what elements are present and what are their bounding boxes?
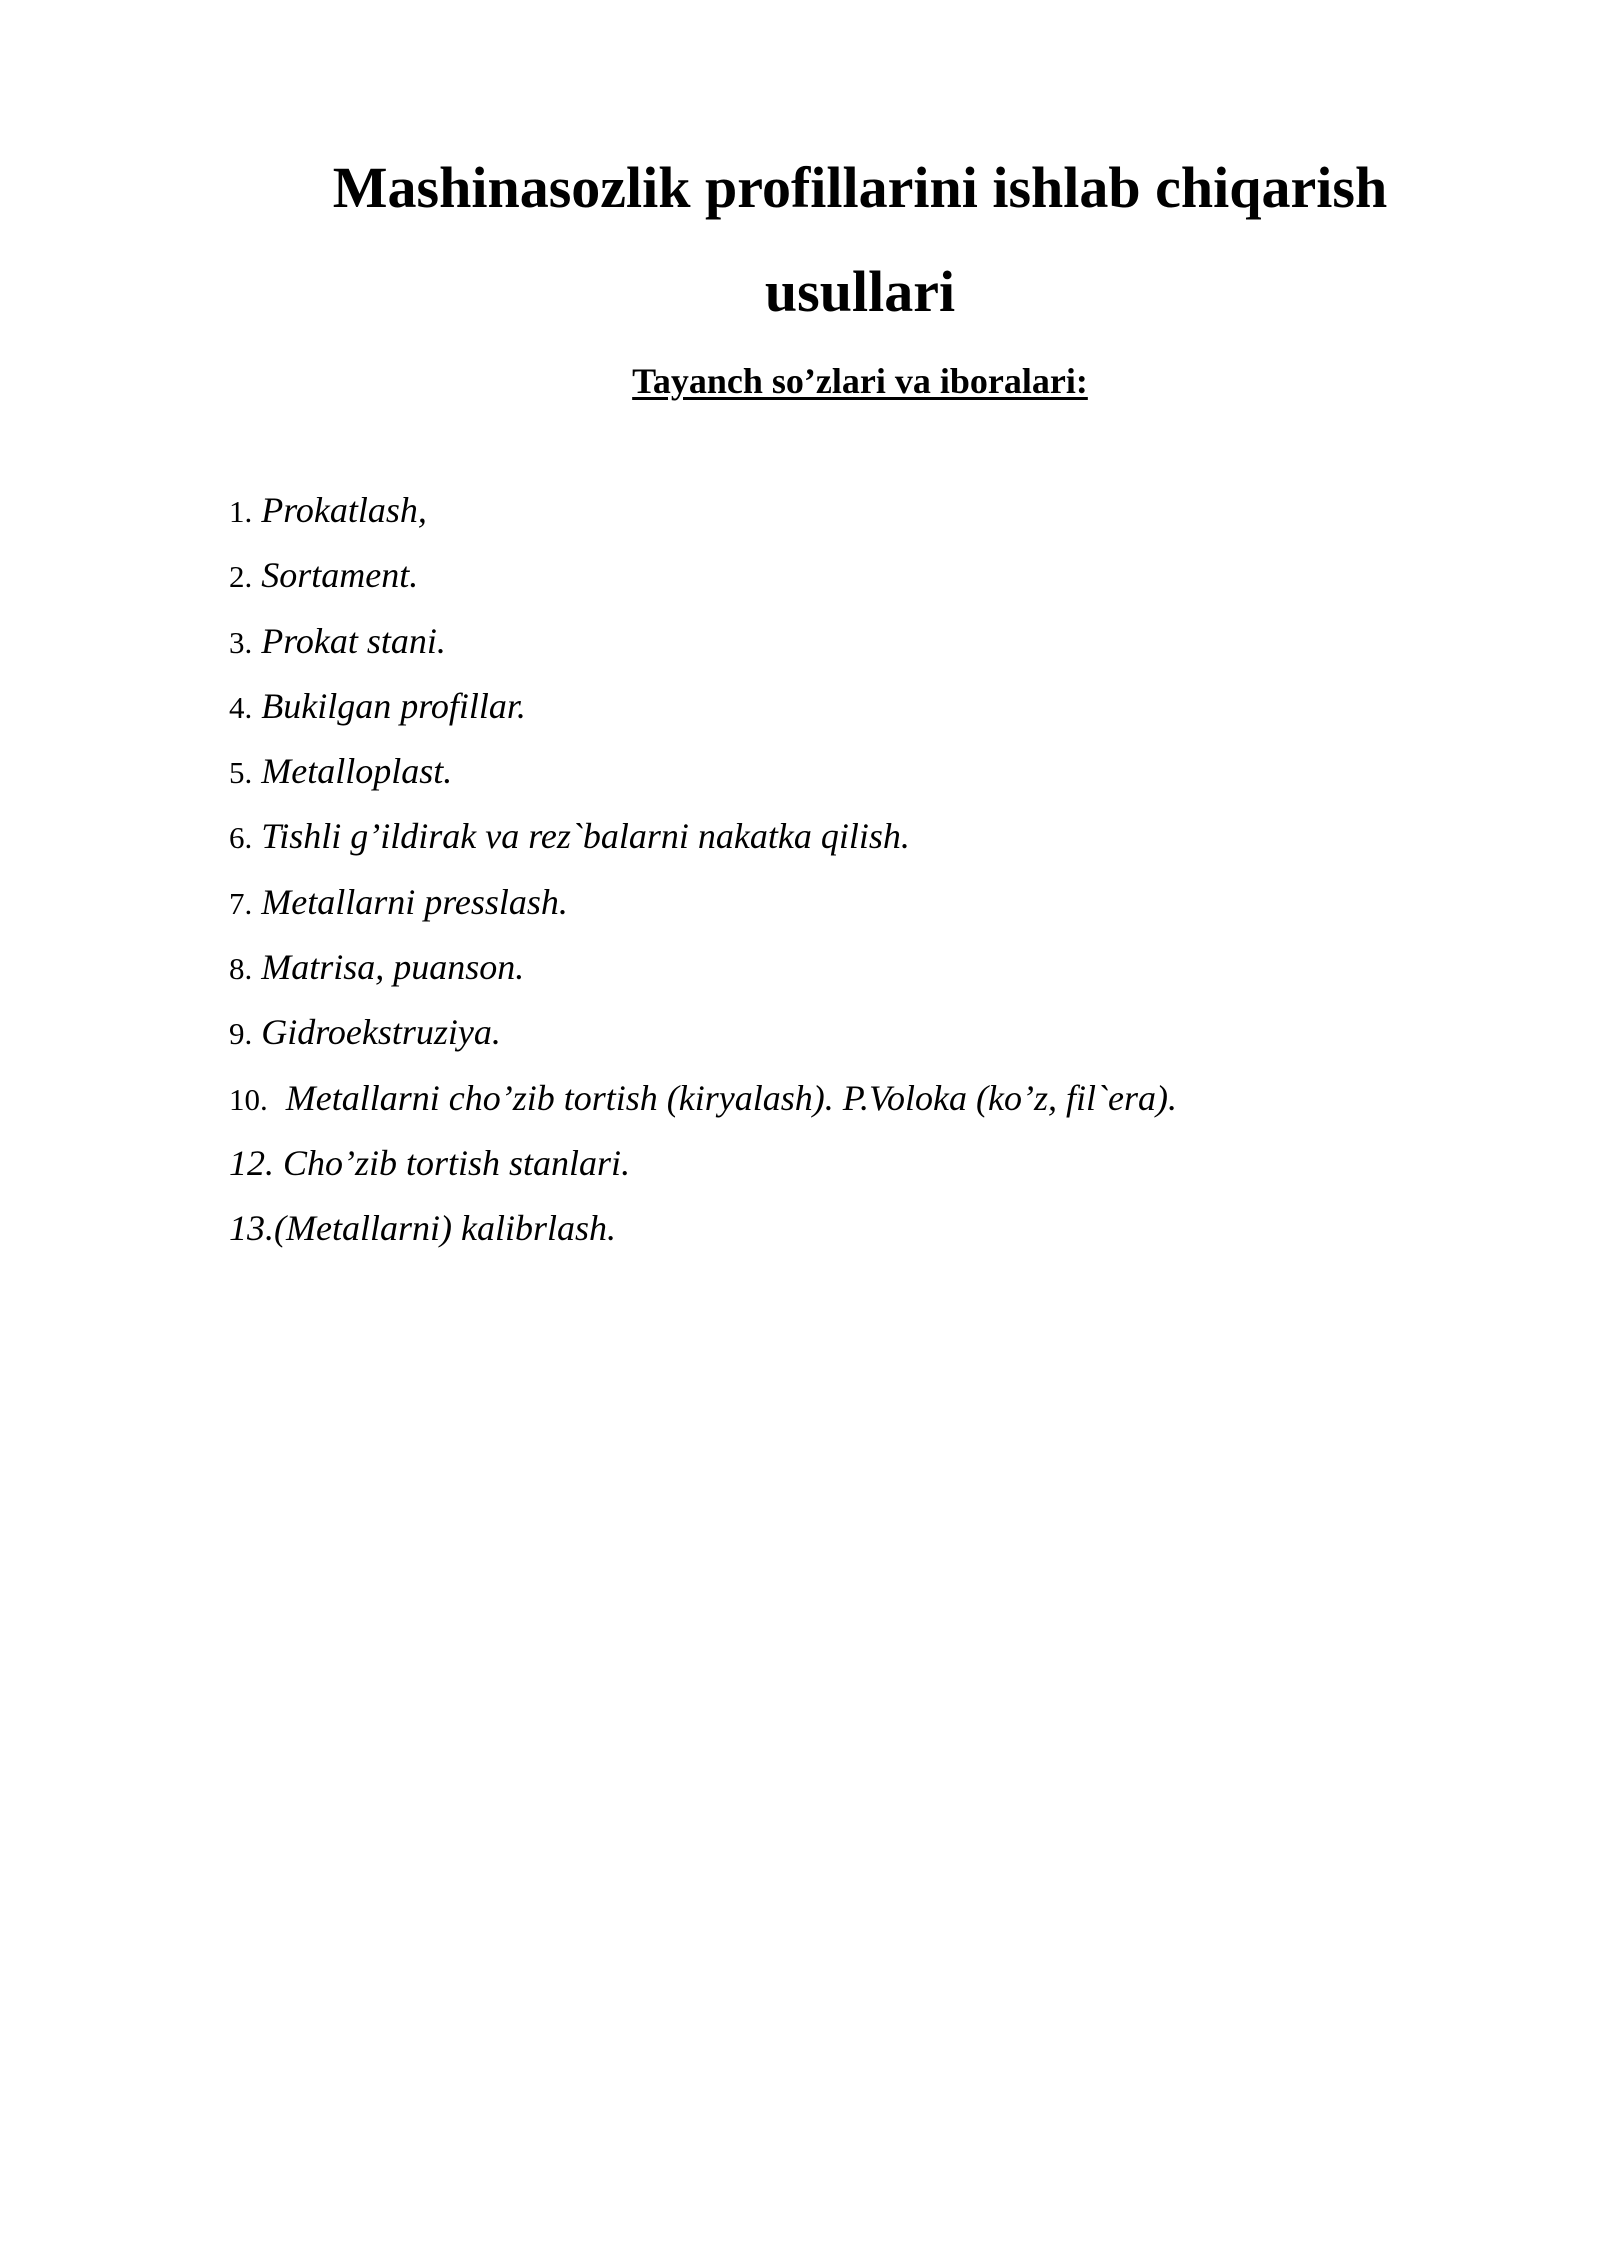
keyword-number: 9. [229,1016,253,1052]
keyword-item [229,1203,1177,1268]
keyword-separator [252,751,261,791]
keyword-separator [252,947,261,987]
keyword-item [229,746,1177,811]
keyword-text: Tishli g’ildirak va rez`balarni nakatka qilish. [261,816,910,857]
keyword-text: Prokatlash, [261,490,427,530]
keyword-separator [252,490,261,530]
keyword-item [229,942,1177,1007]
keyword-item [229,616,1177,681]
keyword-separator [252,555,261,595]
keyword-separator [252,686,261,726]
keyword-text: Metallarni presslash. [261,881,568,922]
keyword-number: 7. [229,885,253,921]
keyword-number: 10. [229,1081,268,1117]
keywords-list [229,485,1177,1269]
keyword-item [229,1073,1177,1138]
keyword-item [229,811,1177,876]
keyword-separator [274,1143,283,1183]
keyword-number: 1. [229,494,253,529]
keyword-separator [252,816,261,856]
keyword-text: Prokat stani. [261,620,446,661]
keyword-text: Sortament. [261,555,419,596]
keyword-item [229,681,1177,746]
keyword-separator [252,882,261,922]
keyword-number: 2. [229,559,253,595]
keyword-number: 3. [229,624,253,660]
document-title-line-1: Mashinasozlik profillarini ishlab chiqarish [332,155,1388,220]
keyword-text: (Metallarni) kalibrlash. [274,1208,616,1249]
keyword-text: Bukilgan profillar. [261,685,526,726]
keyword-item [229,1007,1177,1072]
keyword-number: 4. [229,689,253,725]
keyword-text: Matrisa, puanson. [261,947,525,988]
keyword-number: 5. [229,755,253,791]
keyword-text: Metalloplast. [261,751,453,792]
keyword-number: 13. [229,1208,274,1249]
keyword-separator [252,621,261,661]
keyword-separator [268,1078,286,1118]
keyword-item [229,877,1177,942]
keyword-separator [252,1012,261,1052]
keywords-heading: Tayanch so’zlari va iboralari: [632,361,1088,401]
keyword-item [229,550,1177,615]
keyword-number: 6. [229,820,253,856]
document-title-line-2: usullari [764,259,956,324]
keyword-text: Gidroekstruziya. [261,1012,501,1053]
keyword-number: 12. [229,1142,274,1183]
keyword-text: Metallarni cho’zib tortish (kiryalash). P.Voloka (ko’z, fil`era). [285,1077,1177,1118]
keyword-item [229,485,1177,550]
keyword-text: Cho’zib tortish stanlari. [283,1142,631,1183]
keyword-number: 8. [229,951,253,987]
keyword-item [229,1138,1177,1203]
